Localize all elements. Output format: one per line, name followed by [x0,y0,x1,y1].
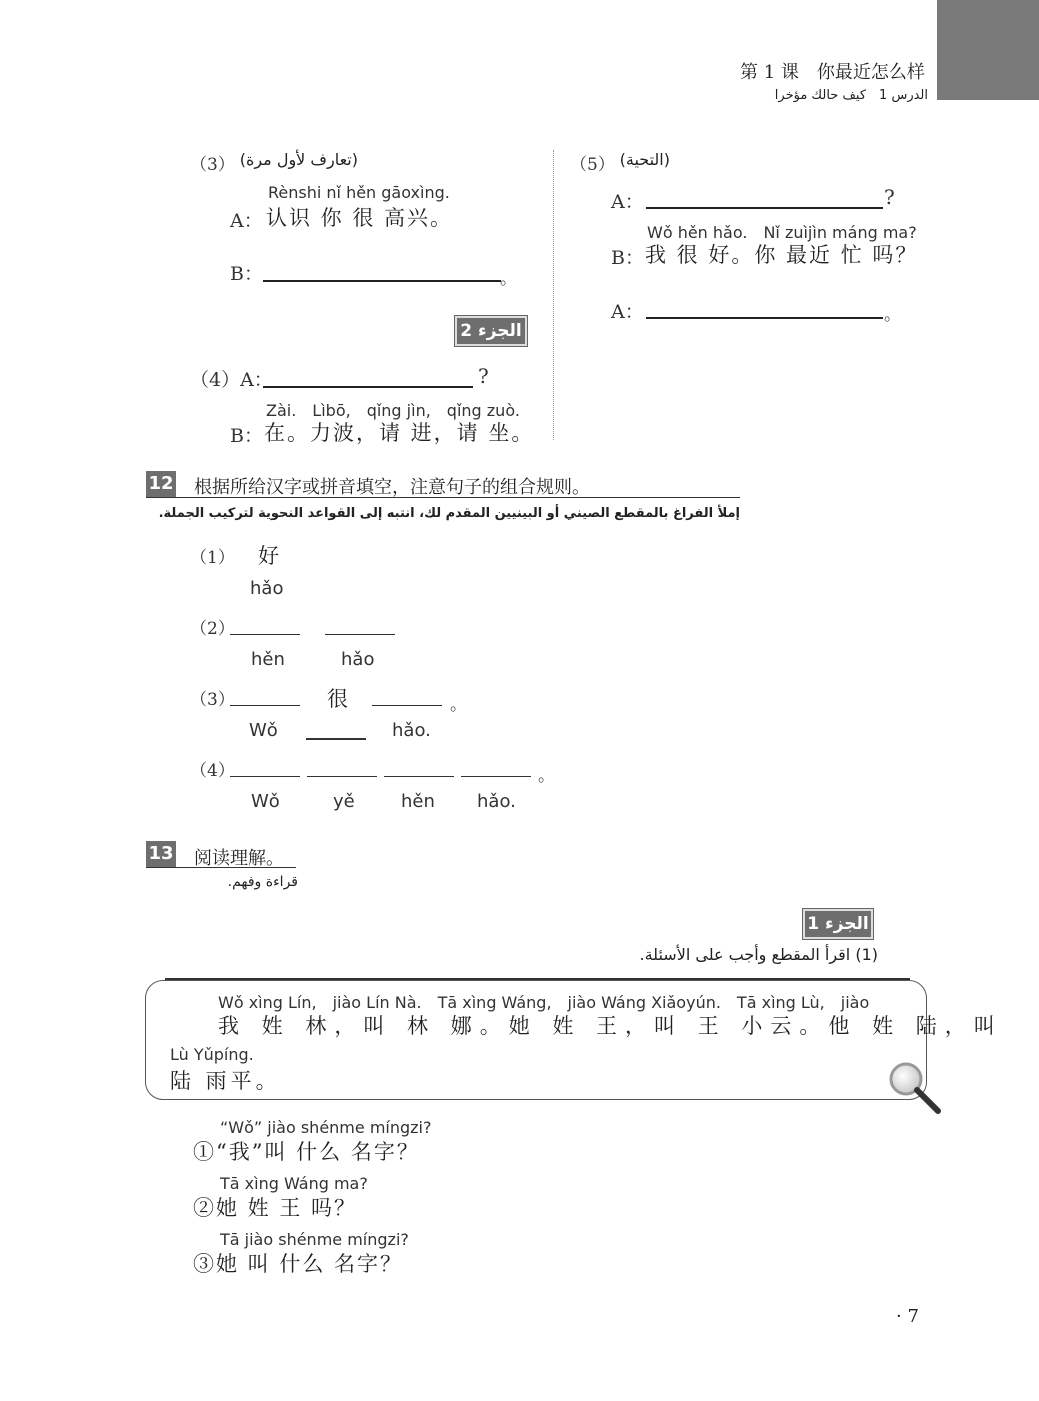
question2-hanzi: ②她 姓 王 吗？ [193,1196,358,1220]
dialog5-a2-end: 。 [884,305,901,325]
ex12-item3-hanzi: 很 [327,687,350,711]
passage-line2-hanzi: 陆 雨平。 [170,1069,281,1093]
part2-badge: الجزء 2 [455,316,527,346]
ex12-item2-label: （2） [190,619,235,639]
dialog5-b-pinyin: Wǒ hěn hǎo. Nǐ zuìjìn máng ma? [647,223,917,242]
ex13-instruction-ar: (1) اقرأ المقطع وأجب على الأسئلة. [639,945,878,964]
question2-pinyin: Tā xìng Wáng ma? [220,1174,368,1193]
ex12-item3-blank3[interactable] [306,738,366,740]
question1-hanzi: ①“我”叫 什么 名字？ [193,1140,420,1164]
ex12-item4-blank4[interactable] [461,776,531,777]
dialog5-a2-blank[interactable] [646,317,883,319]
ex12-item3-pinyin1: Wǒ [249,720,278,741]
dialog3-b-blank[interactable] [263,280,501,282]
dialog5-a-blank[interactable] [646,207,883,209]
dialog3-a-hanzi: 认识 你 很 高兴。 [266,206,454,230]
page-number: · 7 [896,1306,919,1327]
dialog5-label: （5） [570,155,615,175]
dialog3-a-pinyin: Rènshi nǐ hěn gāoxìng. [268,183,450,202]
dialog5-b-label: B： [611,247,644,269]
dialog5-a-label: A： [611,191,644,213]
dialog3-b-label: B： [230,263,263,285]
passage-line2-pinyin: Lù Yǔpíng. [170,1045,254,1064]
ex12-item4-pinyin-3: hěn [401,791,435,812]
dialog5-title-ar: (التحية) [619,150,670,169]
ex12-item2-pinyin2: hǎo [341,649,375,670]
passage-line1-pinyin: Wǒ xìng Lín, jiào Lín Nà. Tā xìng Wáng, jiào Wáng Xiǎoyún. Tā xìng Lù, jiào [218,993,870,1012]
magnifier-icon [886,1060,942,1116]
ex13-title: 阅读理解。 [194,848,284,869]
dialog4-b-label: B： [230,425,263,447]
ex12-item4-blank2[interactable] [307,776,377,777]
ex12-item3-label: （3） [190,690,235,710]
ex12-item2-blank1[interactable] [230,634,300,635]
dialog3-label: （3） [190,155,235,175]
dialog5-a2-label: A： [611,301,644,323]
ex12-item2-pinyin1: hěn [251,649,285,670]
ex12-item4-pinyin-4: hǎo. [477,791,516,812]
ex12-item4-pinyin-2: yě [333,791,355,812]
corner-tab [937,0,1039,100]
dialog3-a-label: A： [230,210,263,232]
dialog4-label: （4）A： [190,369,273,391]
dialog3-title-ar: (تعارف لأول مرة) [239,150,358,169]
ex12-item1-pinyin: hǎo [250,578,284,599]
dialog5-b-hanzi: 我 很 好。你 最近 忙 吗？ [645,243,919,267]
ex12-item3-pinyin2: hǎo. [392,720,431,741]
passage-line1-hanzi: 我 姓 林，叫 林 娜。她 姓 王，叫 王 小云。他 姓 陆，叫 [218,1014,1003,1038]
ex13-underline [146,867,296,868]
ex12-item4-blank3[interactable] [384,776,454,777]
dialog4-b-pinyin: Zài. Lìbō, qǐng jìn, qǐng zuò. [266,401,520,420]
passage-top-rule [165,978,910,980]
dialog4-a-end: ? [478,364,489,388]
column-divider [553,150,554,440]
ex12-item4-label: （4） [190,761,235,781]
ex13-number: 13 [146,841,176,867]
ex12-item3-blank1[interactable] [230,705,300,706]
question1-pinyin: “Wǒ” jiào shénme míngzi? [220,1118,432,1137]
ex12-item3-blank2[interactable] [372,705,442,706]
question3-hanzi: ③她 叫 什么 名字？ [193,1252,404,1276]
lesson-title: 第 1 课 你最近怎么样 [740,62,925,83]
ex12-item4-end: 。 [538,766,555,786]
ex12-item1-label: （1） [190,548,235,568]
ex12-item4-blank1[interactable] [230,776,300,777]
dialog4-b-hanzi: 在。力波，请 进，请 坐。 [264,421,535,445]
ex12-number: 12 [146,471,176,497]
question3-pinyin: Tā jiào shénme míngzi? [220,1230,409,1249]
ex12-underline [146,497,740,498]
ex12-item3-end: 。 [450,695,467,715]
part1-badge: الجزء 1 [803,909,873,939]
ex12-item2-blank2[interactable] [325,634,395,635]
dialog5-a-end: ? [884,185,895,209]
dialog4-a-blank[interactable] [263,386,473,388]
ex12-title-ar: إملأ الفراغ بالمقطع الصيني أو البينيين المقدم لك، انتبه إلى القواعد النحوية لتركيب الجملة. [158,506,740,521]
ex12-item1-hanzi: 好 [258,544,281,568]
dialog3-b-end: 。 [500,269,517,289]
ex12-item4-pinyin-1: Wǒ [251,791,280,812]
lesson-title-ar: الدرس 1 كيف حالك مؤخرا [774,88,928,103]
ex12-title: 根据所给汉字或拼音填空，注意句子的组合规则。 [194,477,590,498]
ex13-title-ar: قراءة وفهم. [227,874,298,890]
